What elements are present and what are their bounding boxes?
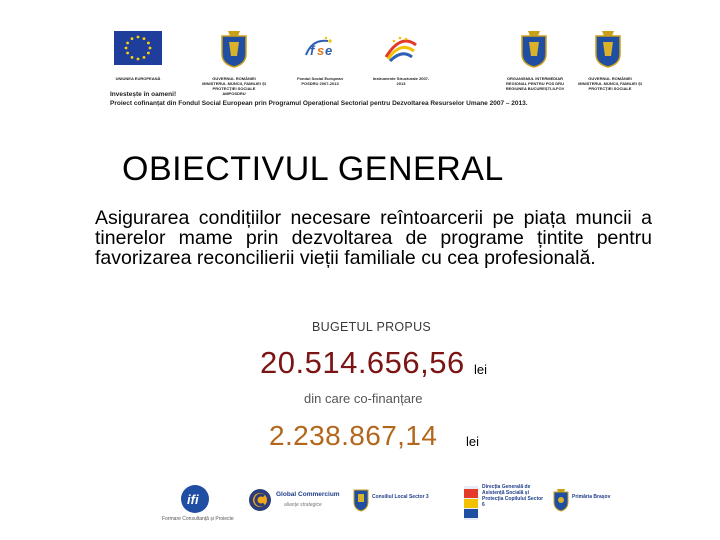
svg-text:e: e xyxy=(325,43,333,58)
objective-paragraph: Asigurarea condițiilor necesare reîntoarcerii pe piața muncii a tinerelor mame prin dezvoltarea de programe țintite pentru favorizarea reconcilierii vieții familiale cu cea profesională. xyxy=(95,207,652,269)
government-caption: GUVERNUL ROMÂNIEI MINISTERUL MUNCII, FAMILIEI ȘI PROTECȚIEI SOCIALE xyxy=(578,76,642,91)
eu-caption: UNIUNEA EUROPEANĂ xyxy=(115,76,161,81)
page-title: OBIECTIVUL GENERAL xyxy=(122,150,504,188)
sector3-coat-of-arms-icon xyxy=(352,486,370,517)
svg-text:f: f xyxy=(310,43,315,58)
banner-project-line: Proiect cofinanțat din Fondul Social European prin Programul Operațional Sectorial pentru Dezvoltarea Resurselor Umane 2007 – 2013. xyxy=(110,100,528,107)
ifi-subtitle: Formare Consultanță și Proiecte xyxy=(162,516,234,522)
ifi-mark: ifi xyxy=(187,492,199,507)
sponsor-banner xyxy=(100,12,648,112)
ministry-caption: GUVERNUL ROMÂNIEI MINISTERUL MUNCII, FAMILIEI ȘI PROTECȚIEI SOCIALE AMPOSDRU xyxy=(202,76,266,96)
partner-logos xyxy=(160,482,620,527)
eu-flag-logo xyxy=(112,24,164,72)
global-commercium-logo xyxy=(248,488,272,517)
romania-government-logo xyxy=(588,24,628,72)
budget-label: BUGETUL PROPUS xyxy=(312,320,432,334)
fse-caption: Fondul Social European POSDRU 2007-2013 xyxy=(297,76,343,86)
cofinancing-unit: lei xyxy=(466,434,480,449)
dgaspc-logo-icon xyxy=(462,486,480,525)
sector3-name: Consiliul Local Sector 3 xyxy=(372,494,429,500)
instrumente-caption: Instrumente Structurale 2007-2013 xyxy=(372,76,430,86)
fse-logo xyxy=(296,24,344,72)
global-commercium-subtitle: alianțe strategice xyxy=(284,502,322,508)
global-commercium-name: Global Commercium xyxy=(276,491,340,498)
banner-motto: Investește în oameni! xyxy=(110,91,177,98)
brasov-name: Primăria Brașov xyxy=(572,494,611,500)
oi-posdru-caption: ORGANISMUL INTERMEDIAR REGIONAL PENTRU POS DRU REGIUNEA BUCUREȘTI-ILFOV xyxy=(505,76,565,91)
budget-value: 20.514.656,56 xyxy=(260,345,465,380)
dgaspc-name: Direcția Generală de Asistență Socială și Protecția Copilului Sector 6 xyxy=(482,484,544,508)
cofinancing-value: 2.238.867,14 xyxy=(269,420,438,451)
cofinancing-label: din care co-finanțare xyxy=(304,391,423,406)
budget-unit: lei xyxy=(474,362,488,377)
svg-text:s: s xyxy=(317,43,325,58)
romania-coat-of-arms-logo xyxy=(212,24,256,72)
instrumente-structurale-logo xyxy=(376,24,426,72)
brasov-coat-of-arms-icon xyxy=(552,488,570,517)
oi-posdru-logo xyxy=(514,24,554,72)
ifi-logo xyxy=(180,484,210,519)
